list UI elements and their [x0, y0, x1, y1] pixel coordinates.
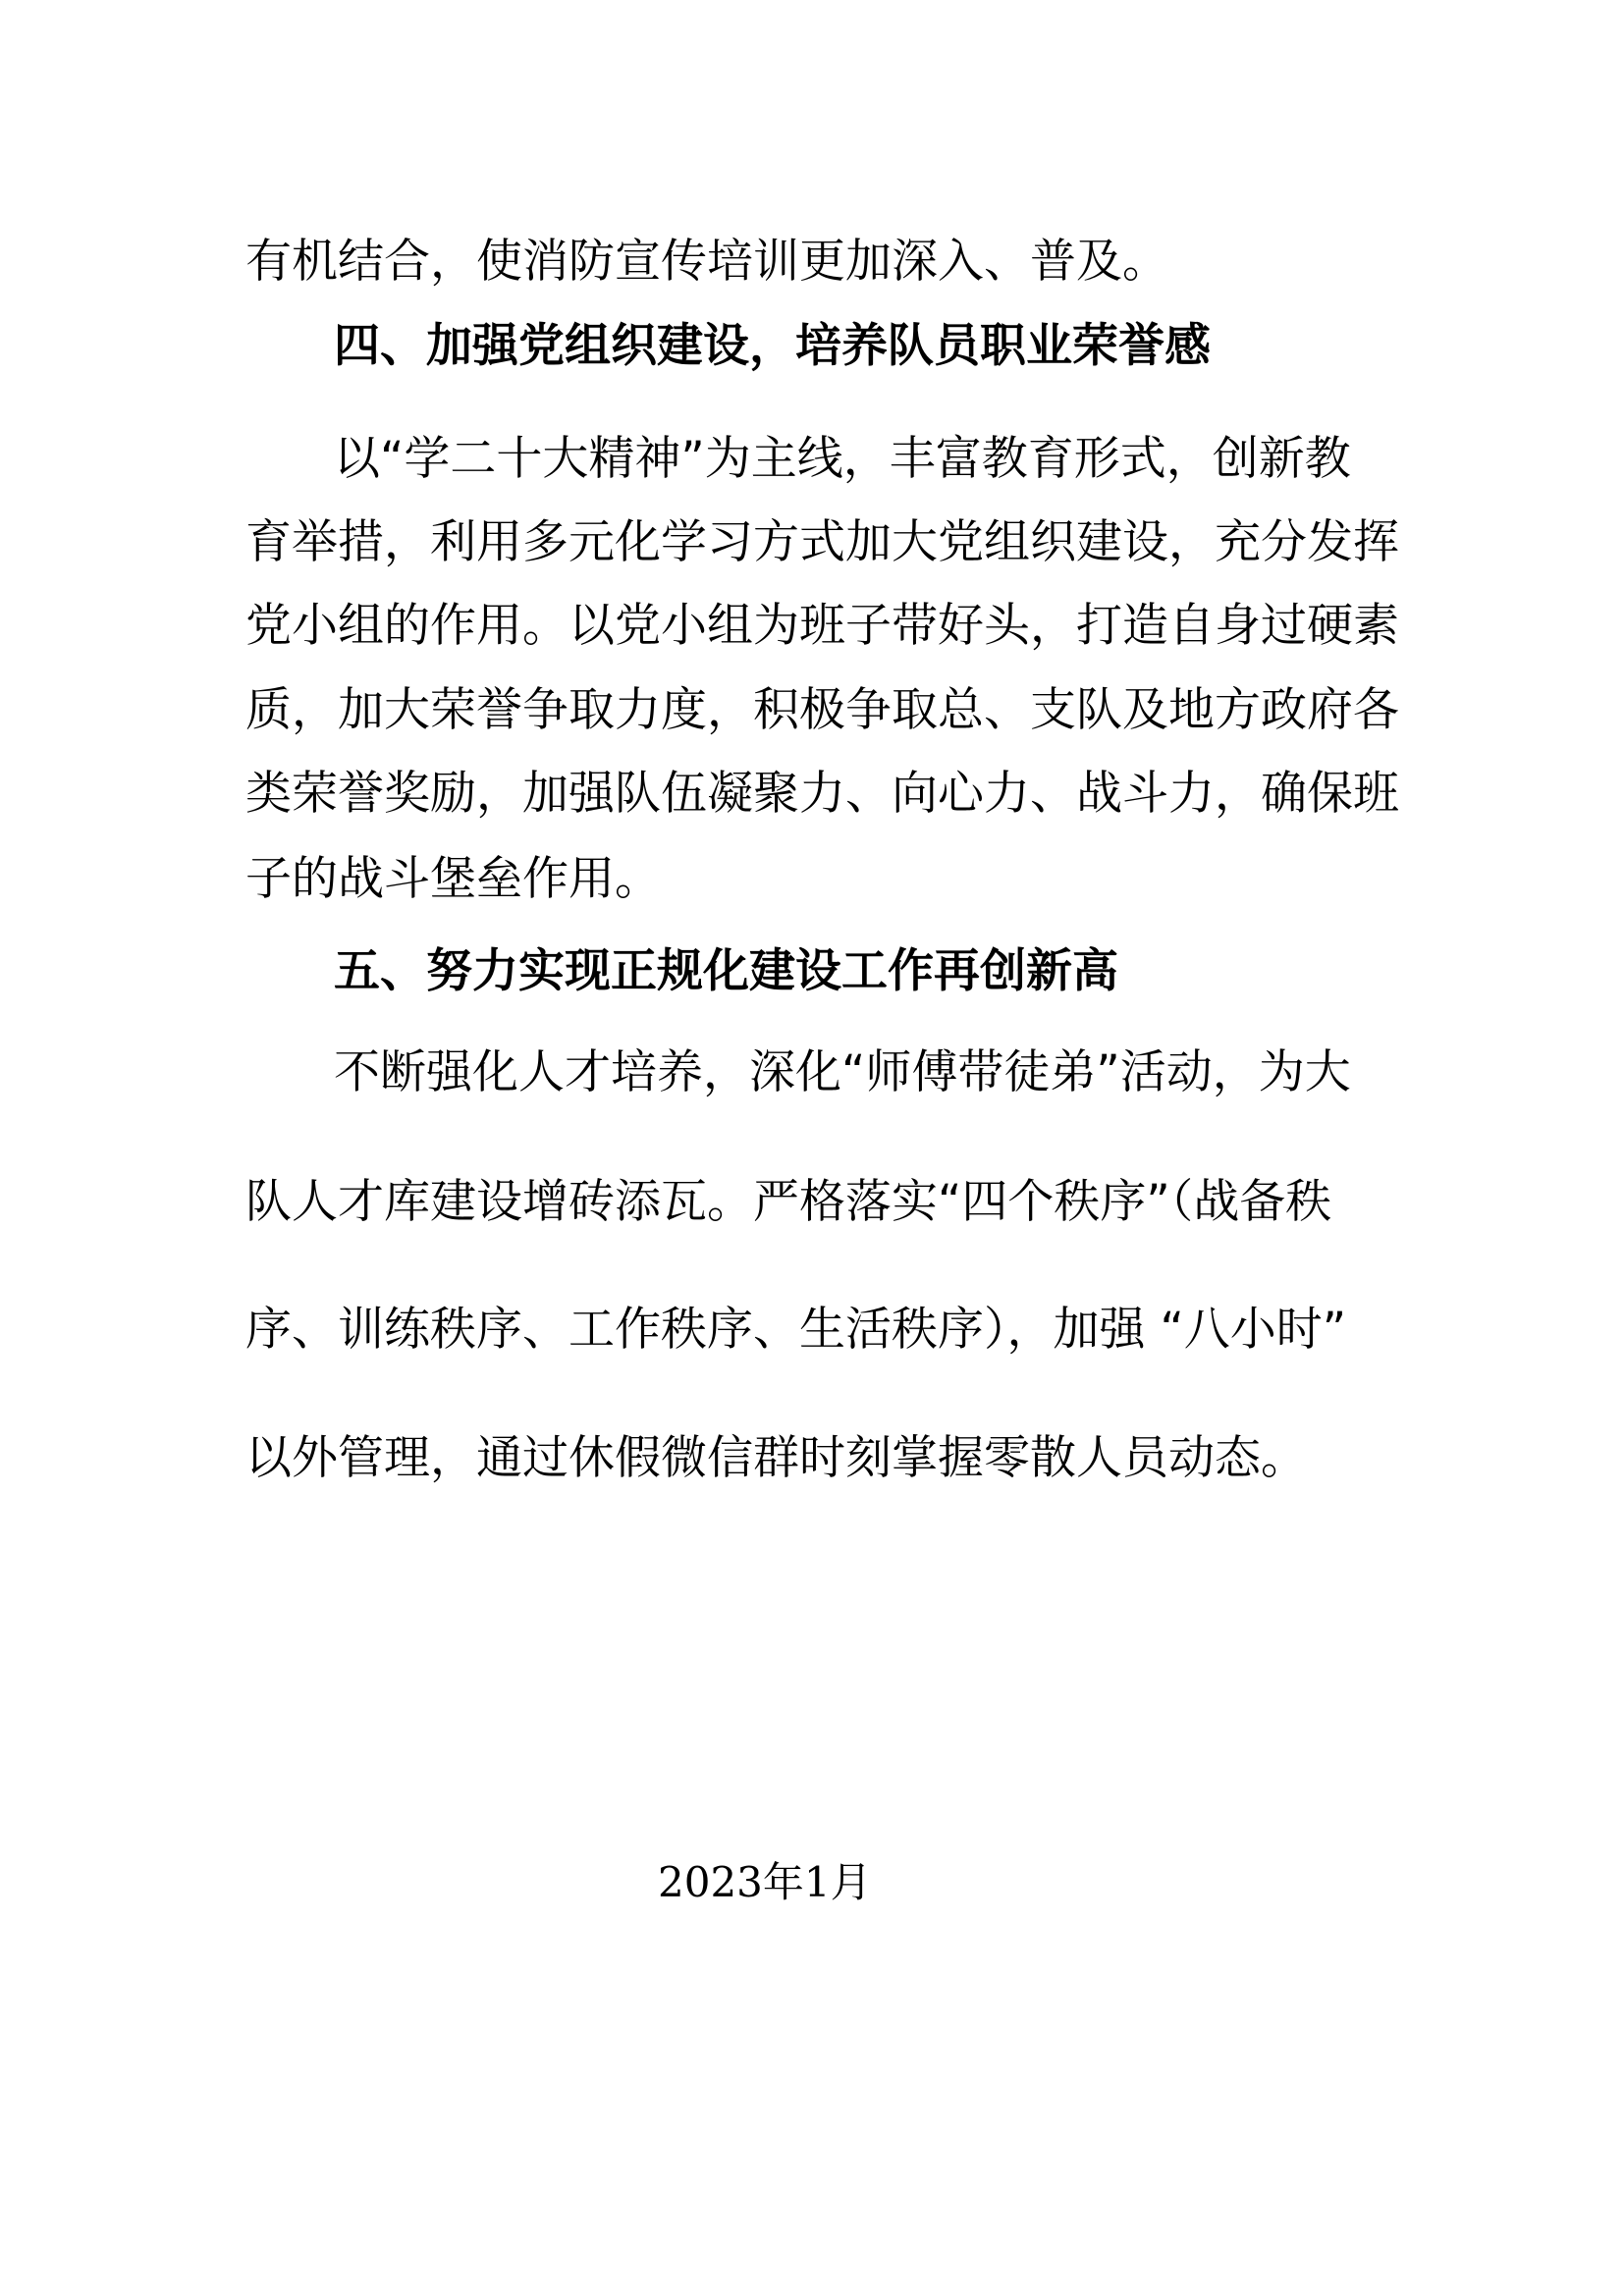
paragraph-line: 有机结合，使消防宣传培训更加深入、普及。 — [245, 235, 1168, 289]
paragraph-line: 类荣誉奖励，加强队伍凝聚力、向心力、战斗力，确保班 — [245, 767, 1399, 821]
paragraph-line: 序、训练秩序、工作秩序、生活秩序），加强 “八小时” — [245, 1303, 1347, 1357]
paragraph-line: 质，加大荣誉争取力度，积极争取总、支队及地方政府各 — [245, 683, 1399, 737]
paragraph-line: 育举措，利用多元化学习方式加大党组织建设，充分发挥 — [245, 515, 1399, 569]
section-heading-5: 五、努力实现正规化建设工作再创新高 — [334, 944, 1118, 998]
document-date: 2023年1月 — [658, 1858, 872, 1906]
paragraph-line: 党小组的作用。以党小组为班子带好头，打造自身过硬素 — [245, 599, 1399, 653]
paragraph-line: 队人才库建设增砖添瓦。严格落实“四个秩序”（战备秩 — [245, 1175, 1332, 1229]
section-heading-4: 四、加强党组织建设，培养队员职业荣誉感 — [334, 319, 1211, 373]
paragraph-line: 子的战斗堡垒作用。 — [245, 852, 661, 906]
paragraph-line: 以外管理，通过休假微信群时刻掌握零散人员动态。 — [245, 1431, 1307, 1485]
paragraph-line: 不断强化人才培养，深化“师傅带徒弟”活动，为大 — [334, 1045, 1351, 1099]
paragraph-line: 以“学二十大精神”为主线，丰富教育形式，创新教 — [334, 432, 1351, 486]
